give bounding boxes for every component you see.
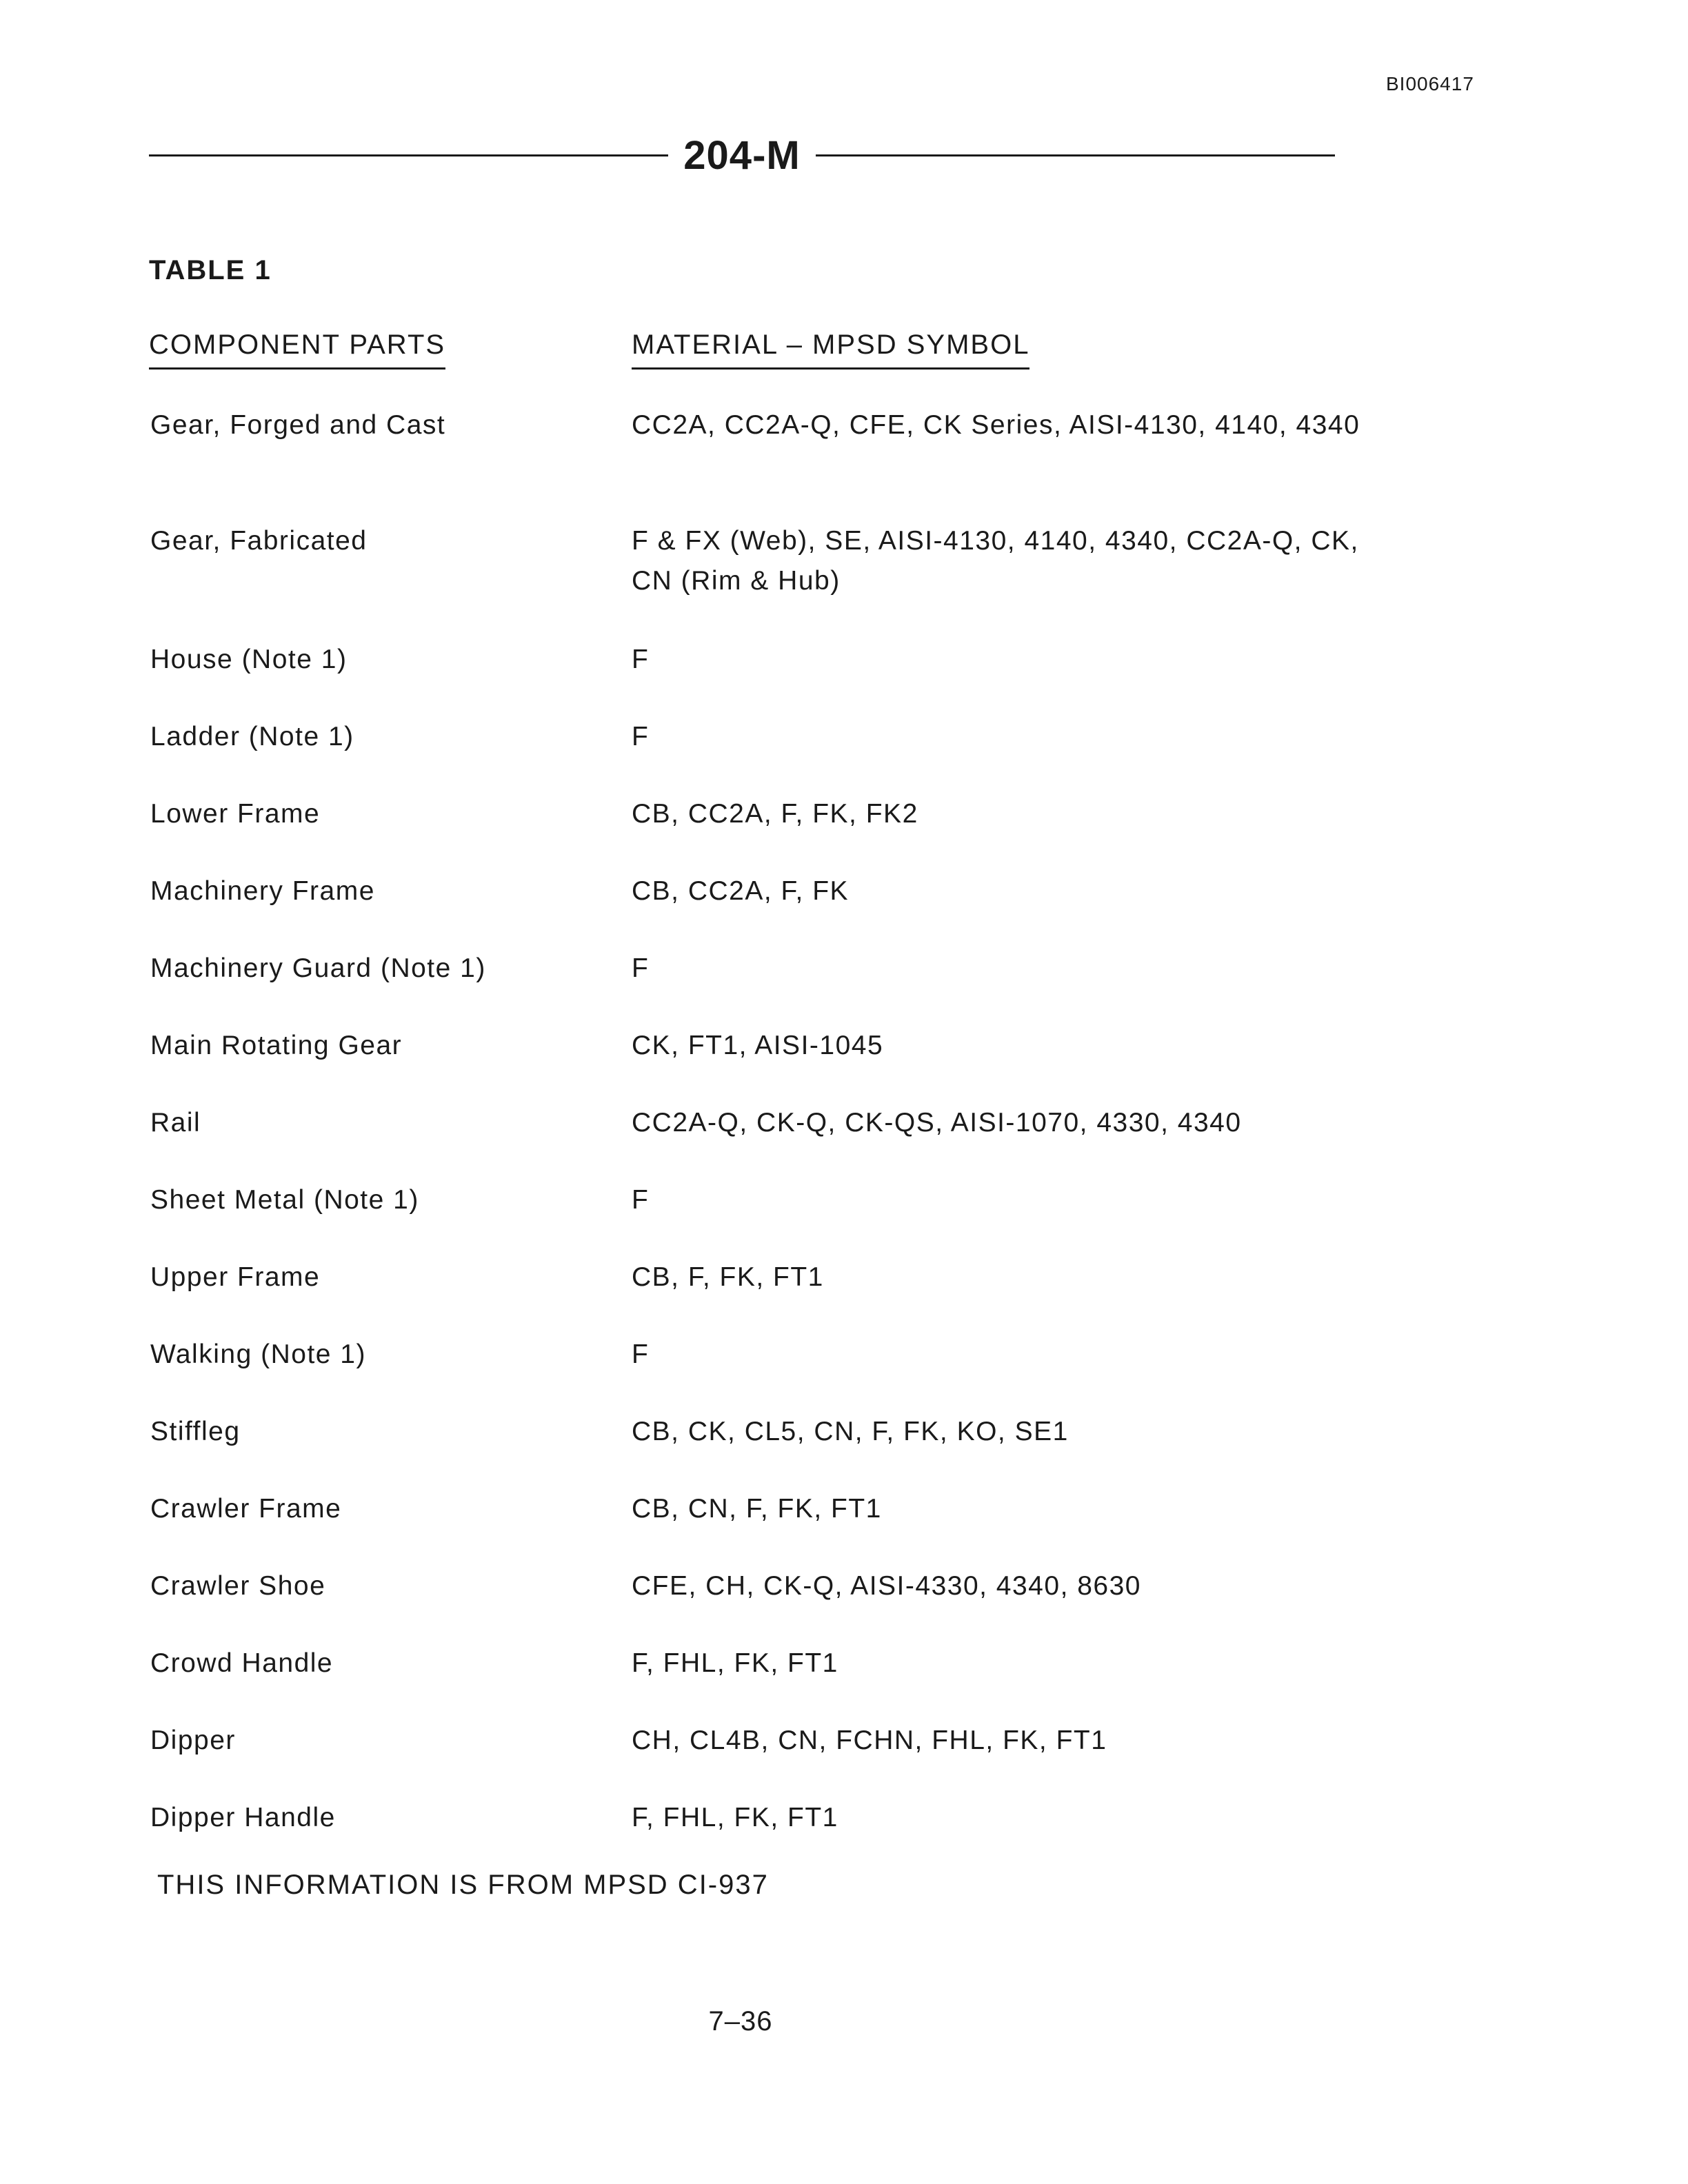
title-rule-right bbox=[816, 154, 1335, 156]
title-rule-left bbox=[149, 154, 668, 156]
component-cell: Crowd Handle bbox=[150, 1648, 334, 1678]
material-cell: F, FHL, FK, FT1 bbox=[632, 1648, 838, 1678]
material-cell: F bbox=[632, 1185, 650, 1215]
table-label: TABLE 1 bbox=[149, 255, 272, 285]
material-cell: CC2A-Q, CK-Q, CK-QS, AISI-1070, 4330, 4340 bbox=[632, 1108, 1242, 1138]
material-cell: F bbox=[632, 645, 650, 674]
component-cell: Machinery Frame bbox=[150, 876, 375, 906]
column-header-material: MATERIAL – MPSD SYMBOL bbox=[632, 330, 1029, 370]
material-cell: F bbox=[632, 722, 650, 751]
material-cell: CFE, CH, CK-Q, AISI-4330, 4340, 8630 bbox=[632, 1571, 1141, 1601]
component-cell: Dipper Handle bbox=[150, 1803, 336, 1832]
component-cell: Gear, Forged and Cast bbox=[150, 410, 446, 440]
material-cell: F, FHL, FK, FT1 bbox=[632, 1803, 838, 1832]
component-cell: Ladder (Note 1) bbox=[150, 722, 354, 751]
component-cell: Dipper bbox=[150, 1726, 236, 1755]
material-cell: CC2A, CC2A-Q, CFE, CK Series, AISI-4130, 4140, 4340 bbox=[632, 410, 1360, 440]
title-row bbox=[149, 124, 1335, 186]
page-number: 7–36 bbox=[708, 2006, 773, 2036]
component-cell: Stiffleg bbox=[150, 1417, 241, 1446]
material-cell: CH, CL4B, CN, FCHN, FHL, FK, FT1 bbox=[632, 1726, 1107, 1755]
column-header-component: COMPONENT PARTS bbox=[149, 330, 445, 370]
component-cell: Walking (Note 1) bbox=[150, 1339, 366, 1369]
material-cell: F bbox=[632, 953, 650, 983]
document-id: BI006417 bbox=[1386, 73, 1474, 94]
material-cell: F bbox=[632, 1339, 650, 1369]
material-cell: CB, CC2A, F, FK, FK2 bbox=[632, 799, 918, 829]
page-title: 204-M bbox=[683, 132, 801, 178]
component-cell: Main Rotating Gear bbox=[150, 1031, 403, 1060]
component-cell: Machinery Guard (Note 1) bbox=[150, 953, 486, 983]
material-cell: CB, CK, CL5, CN, F, FK, KO, SE1 bbox=[632, 1417, 1069, 1446]
component-cell: Crawler Frame bbox=[150, 1494, 342, 1524]
component-cell: Gear, Fabricated bbox=[150, 526, 368, 556]
source-footnote: THIS INFORMATION IS FROM MPSD CI-937 bbox=[157, 1870, 769, 1900]
material-cell: CB, F, FK, FT1 bbox=[632, 1262, 824, 1292]
component-cell: Rail bbox=[150, 1108, 201, 1138]
component-cell: Crawler Shoe bbox=[150, 1571, 326, 1601]
component-cell: House (Note 1) bbox=[150, 645, 348, 674]
component-cell: Lower Frame bbox=[150, 799, 321, 829]
component-cell: Upper Frame bbox=[150, 1262, 321, 1292]
material-cell: CB, CN, F, FK, FT1 bbox=[632, 1494, 882, 1524]
material-cell: F & FX (Web), SE, AISI-4130, 4140, 4340, CC2A-Q, CK, CN (Rim & Hub) bbox=[632, 526, 1359, 596]
material-cell: CB, CC2A, F, FK bbox=[632, 876, 850, 906]
material-cell: CK, FT1, AISI-1045 bbox=[632, 1031, 884, 1060]
component-cell: Sheet Metal (Note 1) bbox=[150, 1185, 419, 1215]
